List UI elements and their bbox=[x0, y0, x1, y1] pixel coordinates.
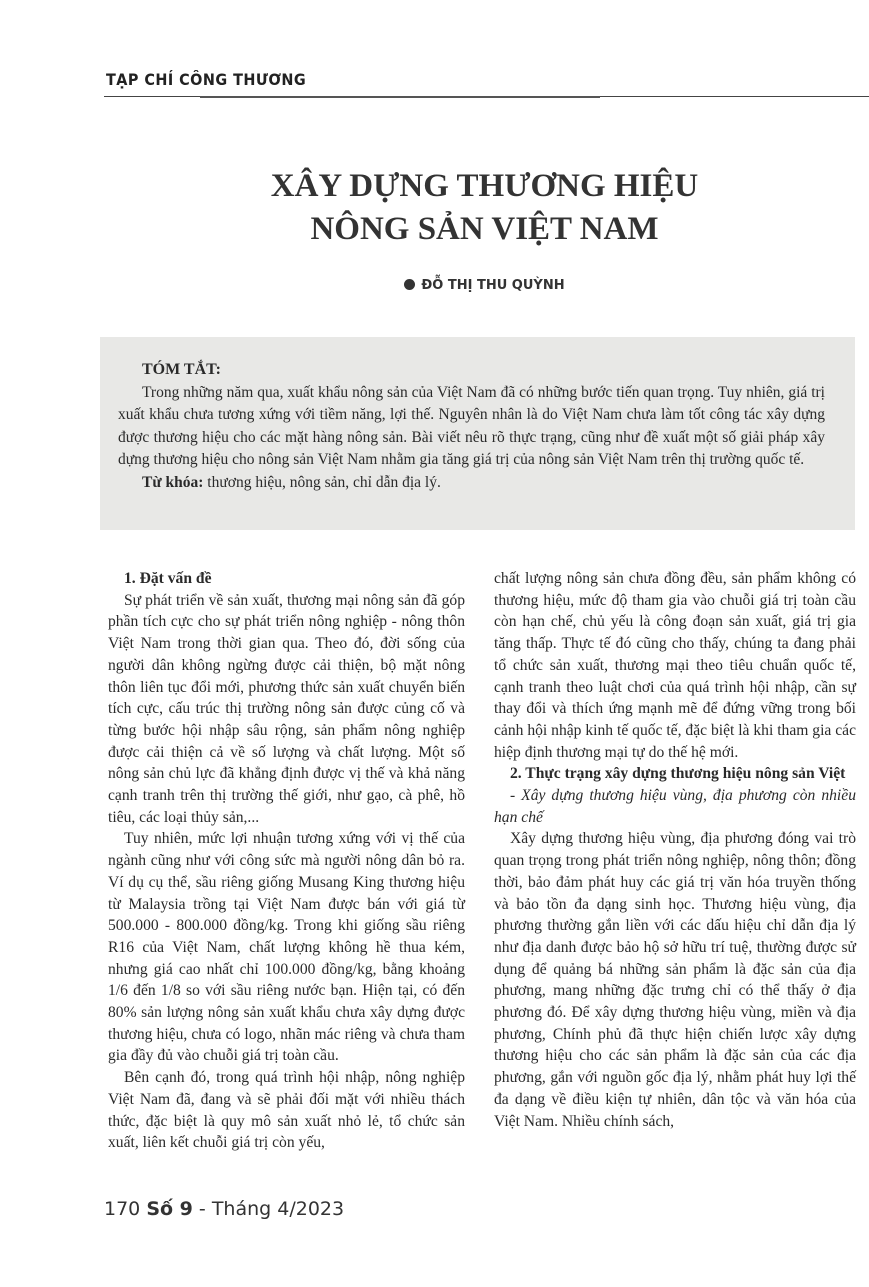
header-rule-accent bbox=[200, 96, 600, 98]
bullet-icon bbox=[404, 279, 415, 290]
subheading: - Xây dựng thương hiệu vùng, địa phương còn nhiều hạn chế bbox=[494, 787, 856, 826]
paragraph: Xây dựng thương hiệu vùng, địa phương đóng vai trò quan trọng trong phát triển nông nghiệp, nông thôn; đồng thời, bảo đảm phát huy các giá trị văn hóa truyền thống và bảo tồn đa dạng sinh học. Thương hiệu vùng, địa phương thường gắn liền với các dấu hiệu chỉ dẫn địa lý như địa danh được bảo hộ sở hữu trí tuệ, thường được sử dụng để quảng bá những sản phẩm là đặc sản của địa phương, mang những đặc trưng chỉ có thể thấy ở địa phương đó. Để xây dựng thương hiệu vùng, miền và địa phương, Chính phủ đã thực hiện chiến lược xây dựng thương hiệu cho các sản phẩm là đặc sản của các địa phương, gắn với nguồn gốc địa lý, nhằm phát huy lợi thế đa dạng về điều kiện tự nhiên, dân tộc và văn hóa của Việt Nam. Nhiều chính sách, bbox=[494, 830, 856, 1130]
paragraph: Bên cạnh đó, trong quá trình hội nhập, nông nghiệp Việt Nam đã, đang và sẽ phải đối mặt với nhiều thách thức, đặc biệt là quy mô sản xuất nhỏ lẻ, tổ chức sản xuất, liên kết chuỗi giá trị còn yếu, bbox=[108, 1069, 465, 1152]
issue-date: - Tháng 4/2023 bbox=[192, 1198, 345, 1220]
author bbox=[100, 278, 869, 293]
paragraph: Sự phát triển về sản xuất, thương mại nông sản đã góp phần tích cực cho sự phát triển nông nghiệp - nông thôn Việt Nam trong thời gian qua. Theo đó, đời sống của người dân không ngừng được cải thiện, bộ mặt nông thôn liên tục đổi mới, phương thức sản xuất chuyển biến tích cực, cấu trúc thị trường nông sản được củng cố và từng bước hội nhập sâu rộng, sản phẩm nông nghiệp được cải thiện cả về số lượng và chất lượng. Một số nông sản chủ lực đã khẳng định được vị thế và khả năng cạnh tranh trên thị trường thế giới, như gạo, cà phê, hồ tiêu, các loại thủy sản,... bbox=[108, 591, 465, 826]
title-line-2: NÔNG SẢN VIỆT NAM bbox=[310, 211, 659, 247]
paragraph: Tuy nhiên, mức lợi nhuận tương xứng với vị thế của ngành cũng như với công sức mà người nông dân bỏ ra. Ví dụ cụ thể, sầu riêng giống Musang King thương hiệu từ Malaysia trồng tại Việt Nam được bán với giá từ 500.000 - 800.000 đồng/kg. Trong khi giống sầu riêng R16 của Việt Nam, chất lượng không hề thua kém, nhưng giá cao nhất chỉ 100.000 đồng/kg, bằng khoảng 1/6 đến 1/8 so với sầu riêng nước bạn. Hiện tại, có đến 80% sản lượng nông sản xuất khẩu chưa xây dựng được thương hiệu, chưa có logo, nhãn mác riêng và chưa tham gia đầy đủ vào chuỗi giá trị toàn cầu. bbox=[108, 830, 465, 1065]
abstract-box bbox=[100, 337, 855, 530]
journal-name: TẠP CHÍ CÔNG THƯƠNG bbox=[106, 70, 307, 89]
article-title bbox=[100, 165, 869, 251]
paragraph-continued: chất lượng nông sản chưa đồng đều, sản phẩm không có thương hiệu, mức độ tham gia vào chuỗi giá trị toàn cầu còn hạn chế, chủ yếu là công đoạn sản xuất, giá trị gia tăng thấp. Thực tế đó cũng cho thấy, chúng ta đang phải tổ chức sản xuất, thương mại theo tiêu chuẩn quốc tế, cạnh tranh theo luật chơi của quá trình hội nhập, cần sự thay đổi và thích ứng mạnh mẽ để đứng vững trong bối cảnh hội nhập kinh tế quốc tế, đặc biệt là khi tham gia các hiệp định thương mại tự do thế hệ mới. bbox=[494, 570, 856, 761]
section-1-heading: 1. Đặt vấn đề bbox=[124, 570, 212, 587]
page-footer bbox=[104, 1198, 344, 1220]
keywords-label: Từ khóa: bbox=[142, 473, 204, 491]
page-number: 170 bbox=[104, 1198, 141, 1220]
keywords bbox=[118, 472, 825, 495]
abstract-text: Trong những năm qua, xuất khẩu nông sản của Việt Nam đã có những bước tiến quan trọng. Tuy nhiên, giá trị xuất khẩu chưa tương xứng với tiềm năng, lợi thế. Nguyên nhân là do Việt Nam chưa làm tốt công tác xây dựng được thương hiệu cho các mặt hàng nông sản. Bài viết nêu rõ thực trạng, cũng như đề xuất một số giải pháp xây dựng thương hiệu cho nông sản Việt Nam nhằm gia tăng giá trị của nông sản Việt Nam trên thị trường quốc tế. bbox=[118, 383, 825, 468]
column-left bbox=[108, 568, 465, 1154]
column-right bbox=[494, 568, 856, 1132]
author-name: ĐỖ THỊ THU QUỲNH bbox=[421, 278, 565, 293]
keywords-value: thương hiệu, nông sản, chỉ dẫn địa lý. bbox=[203, 473, 441, 491]
abstract-heading: TÓM TẮT: bbox=[142, 361, 221, 378]
title-line-1: XÂY DỰNG THƯƠNG HIỆU bbox=[270, 168, 699, 204]
section-2-heading: 2. Thực trạng xây dựng thương hiệu nông sản Việt bbox=[510, 765, 846, 783]
issue-number: Số 9 bbox=[146, 1198, 193, 1220]
